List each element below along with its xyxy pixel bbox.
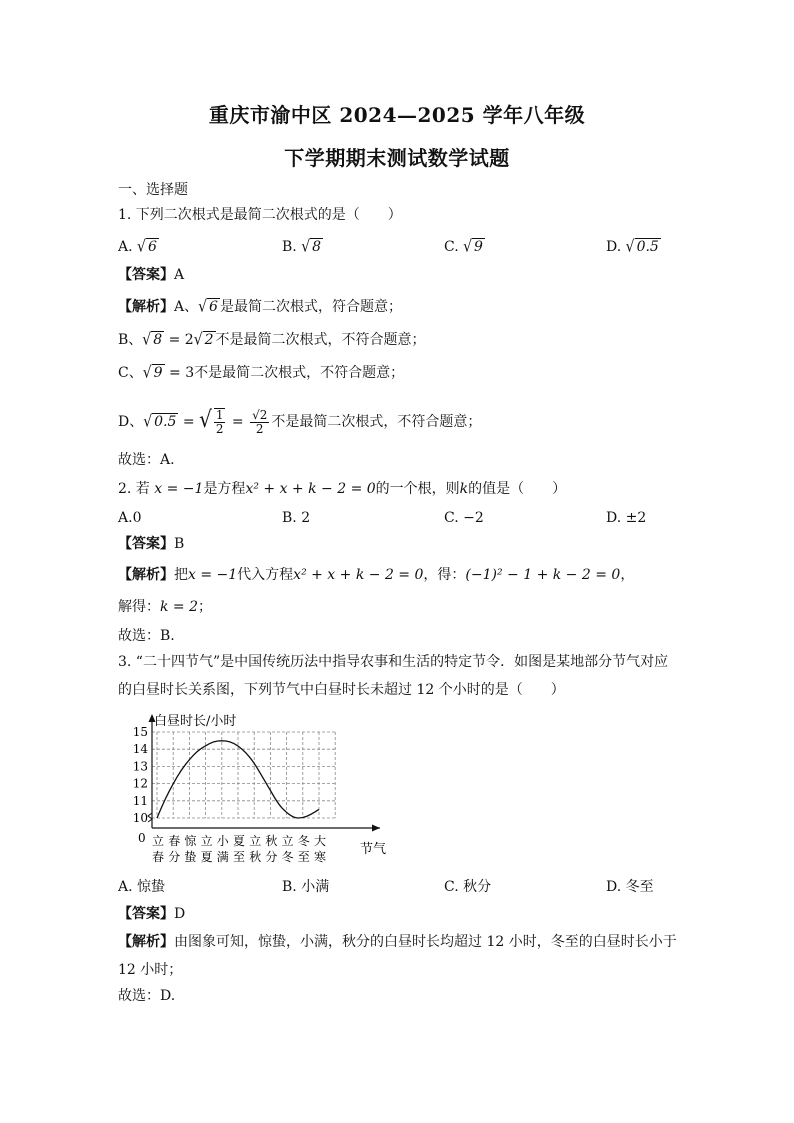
- q1-option-c: C. √ 9: [444, 237, 483, 257]
- axis-break-mark: [148, 813, 152, 822]
- q3-analysis-line2: 12 小时；: [118, 962, 183, 978]
- x-tick-label-top: 小: [216, 834, 229, 848]
- x-tick-label-bottom: 分: [168, 850, 181, 864]
- x-tick-label-top: 大: [313, 834, 327, 848]
- q3-choose: 故选：D.: [118, 988, 176, 1004]
- x-tick-label-top: 夏: [232, 834, 246, 848]
- q3-option-d: D. 冬至: [606, 879, 654, 895]
- q2-option-d: D. ±2: [606, 510, 647, 526]
- x-tick-label-top: 春: [168, 834, 181, 848]
- q3-option-a: A. 惊蛰: [118, 879, 166, 895]
- x-axis-arrow: [372, 825, 380, 832]
- q2-stem: 2. 若 x = −1是方程x² + x + k − 2 = 0的一个根，则k的值是（ ）: [118, 481, 567, 497]
- page-title-line1: 重庆市渝中区 2024—2025 学年八年级: [208, 103, 586, 127]
- q3-stem-line2: 的白昼时长关系图，下列节气中白昼时长未超过 12 个小时的是（ ）: [118, 682, 565, 698]
- x-tick-label-top: 立: [151, 834, 165, 848]
- x-axis-label: 节气: [360, 842, 387, 857]
- q1-analysis-a: 【解析】A、√ 6 是最简二次根式，符合题意；: [118, 297, 402, 317]
- y-tick-label: 12: [132, 776, 148, 791]
- q1-analysis-d: D、√ 0.5 = √ $\frac{1}{2}$ = $\frac{√2}{2}$ 不是最简二次根式，不符合题意；: [118, 405, 482, 436]
- q2-option-c: C. −2: [444, 510, 484, 526]
- x-tick-label-bottom: 蛰: [184, 850, 197, 864]
- y-tick-label: 15: [132, 725, 148, 739]
- x-tick-label-top: 立: [281, 834, 294, 848]
- q2-option-a: A.0: [118, 510, 142, 526]
- page-title-line2: 下学期期末测试数学试题: [284, 146, 510, 170]
- x-tick-label-top: 立: [249, 834, 262, 848]
- x-tick-label-bottom: 寒: [313, 850, 327, 864]
- q2-choose: 故选：B.: [118, 628, 175, 644]
- x-tick-label-bottom: 夏: [200, 850, 213, 864]
- y-tick-label: 14: [132, 742, 148, 757]
- q3-stem-line1: 3. “二十四节气”是中国传统历法中指导农事和生活的特定节令．如图是某地部分节气对应: [118, 654, 669, 670]
- q1-answer: 【答案】A: [118, 267, 185, 283]
- y-tick-label: 10: [132, 811, 148, 825]
- x-tick-label-top: 秋: [265, 834, 278, 848]
- q1-option-a: A. √ 6: [118, 237, 157, 257]
- x-tick-label-top: 惊: [184, 834, 197, 848]
- y-tick-label: 11: [132, 793, 148, 808]
- q1-stem: 1. 下列二次根式是最简二次根式的是（ ）: [118, 207, 402, 223]
- q3-analysis-line1: 【解析】由图象可知，惊蛰，小满，秋分的白昼时长均超过 12 小时，冬至的白昼时长小于: [118, 934, 677, 950]
- x-tick-label-bottom: 秋: [249, 850, 262, 864]
- q2-option-b: B. 2: [282, 510, 311, 526]
- q1-option-b: B. √ 8: [282, 237, 322, 257]
- x-tick-label-bottom: 冬: [281, 850, 294, 864]
- q2-analysis: 【解析】把x = −1代入方程x² + x + k − 2 = 0，得：(−1)² − 1 + k − 2 = 0，: [118, 567, 635, 583]
- y-axis-label: 白昼时长/小时: [154, 714, 237, 729]
- q2-solve: 解得：k = 2；: [118, 599, 213, 615]
- origin-label: 0: [138, 831, 146, 845]
- q2-answer: 【答案】B: [118, 536, 185, 552]
- q3-answer: 【答案】D: [118, 906, 186, 922]
- x-tick-label-top: 冬: [297, 834, 310, 848]
- x-tick-label-bottom: 至: [232, 850, 246, 864]
- q3-option-c: C. 秋分: [444, 879, 492, 895]
- q1-analysis-c: C、√ 9 = 3不是最简二次根式，不符合题意；: [118, 363, 405, 383]
- x-tick-label-top: 立: [200, 834, 213, 848]
- x-tick-label-bottom: 春: [151, 850, 165, 864]
- daylight-chart: [118, 710, 398, 870]
- y-tick-label: 13: [132, 759, 148, 774]
- section-heading: 一、选择题: [118, 182, 188, 198]
- q1-analysis-b: B、√ 8 = 2√ 2 不是最简二次根式，不符合题意；: [118, 330, 426, 350]
- q1-option-d: D. √ 0.5: [606, 237, 659, 257]
- x-tick-label-bottom: 分: [265, 850, 278, 864]
- q3-option-b: B. 小满: [282, 879, 330, 895]
- x-tick-label-bottom: 至: [297, 850, 310, 864]
- x-tick-label-bottom: 满: [216, 850, 229, 864]
- q1-choose: 故选：A.: [118, 452, 175, 468]
